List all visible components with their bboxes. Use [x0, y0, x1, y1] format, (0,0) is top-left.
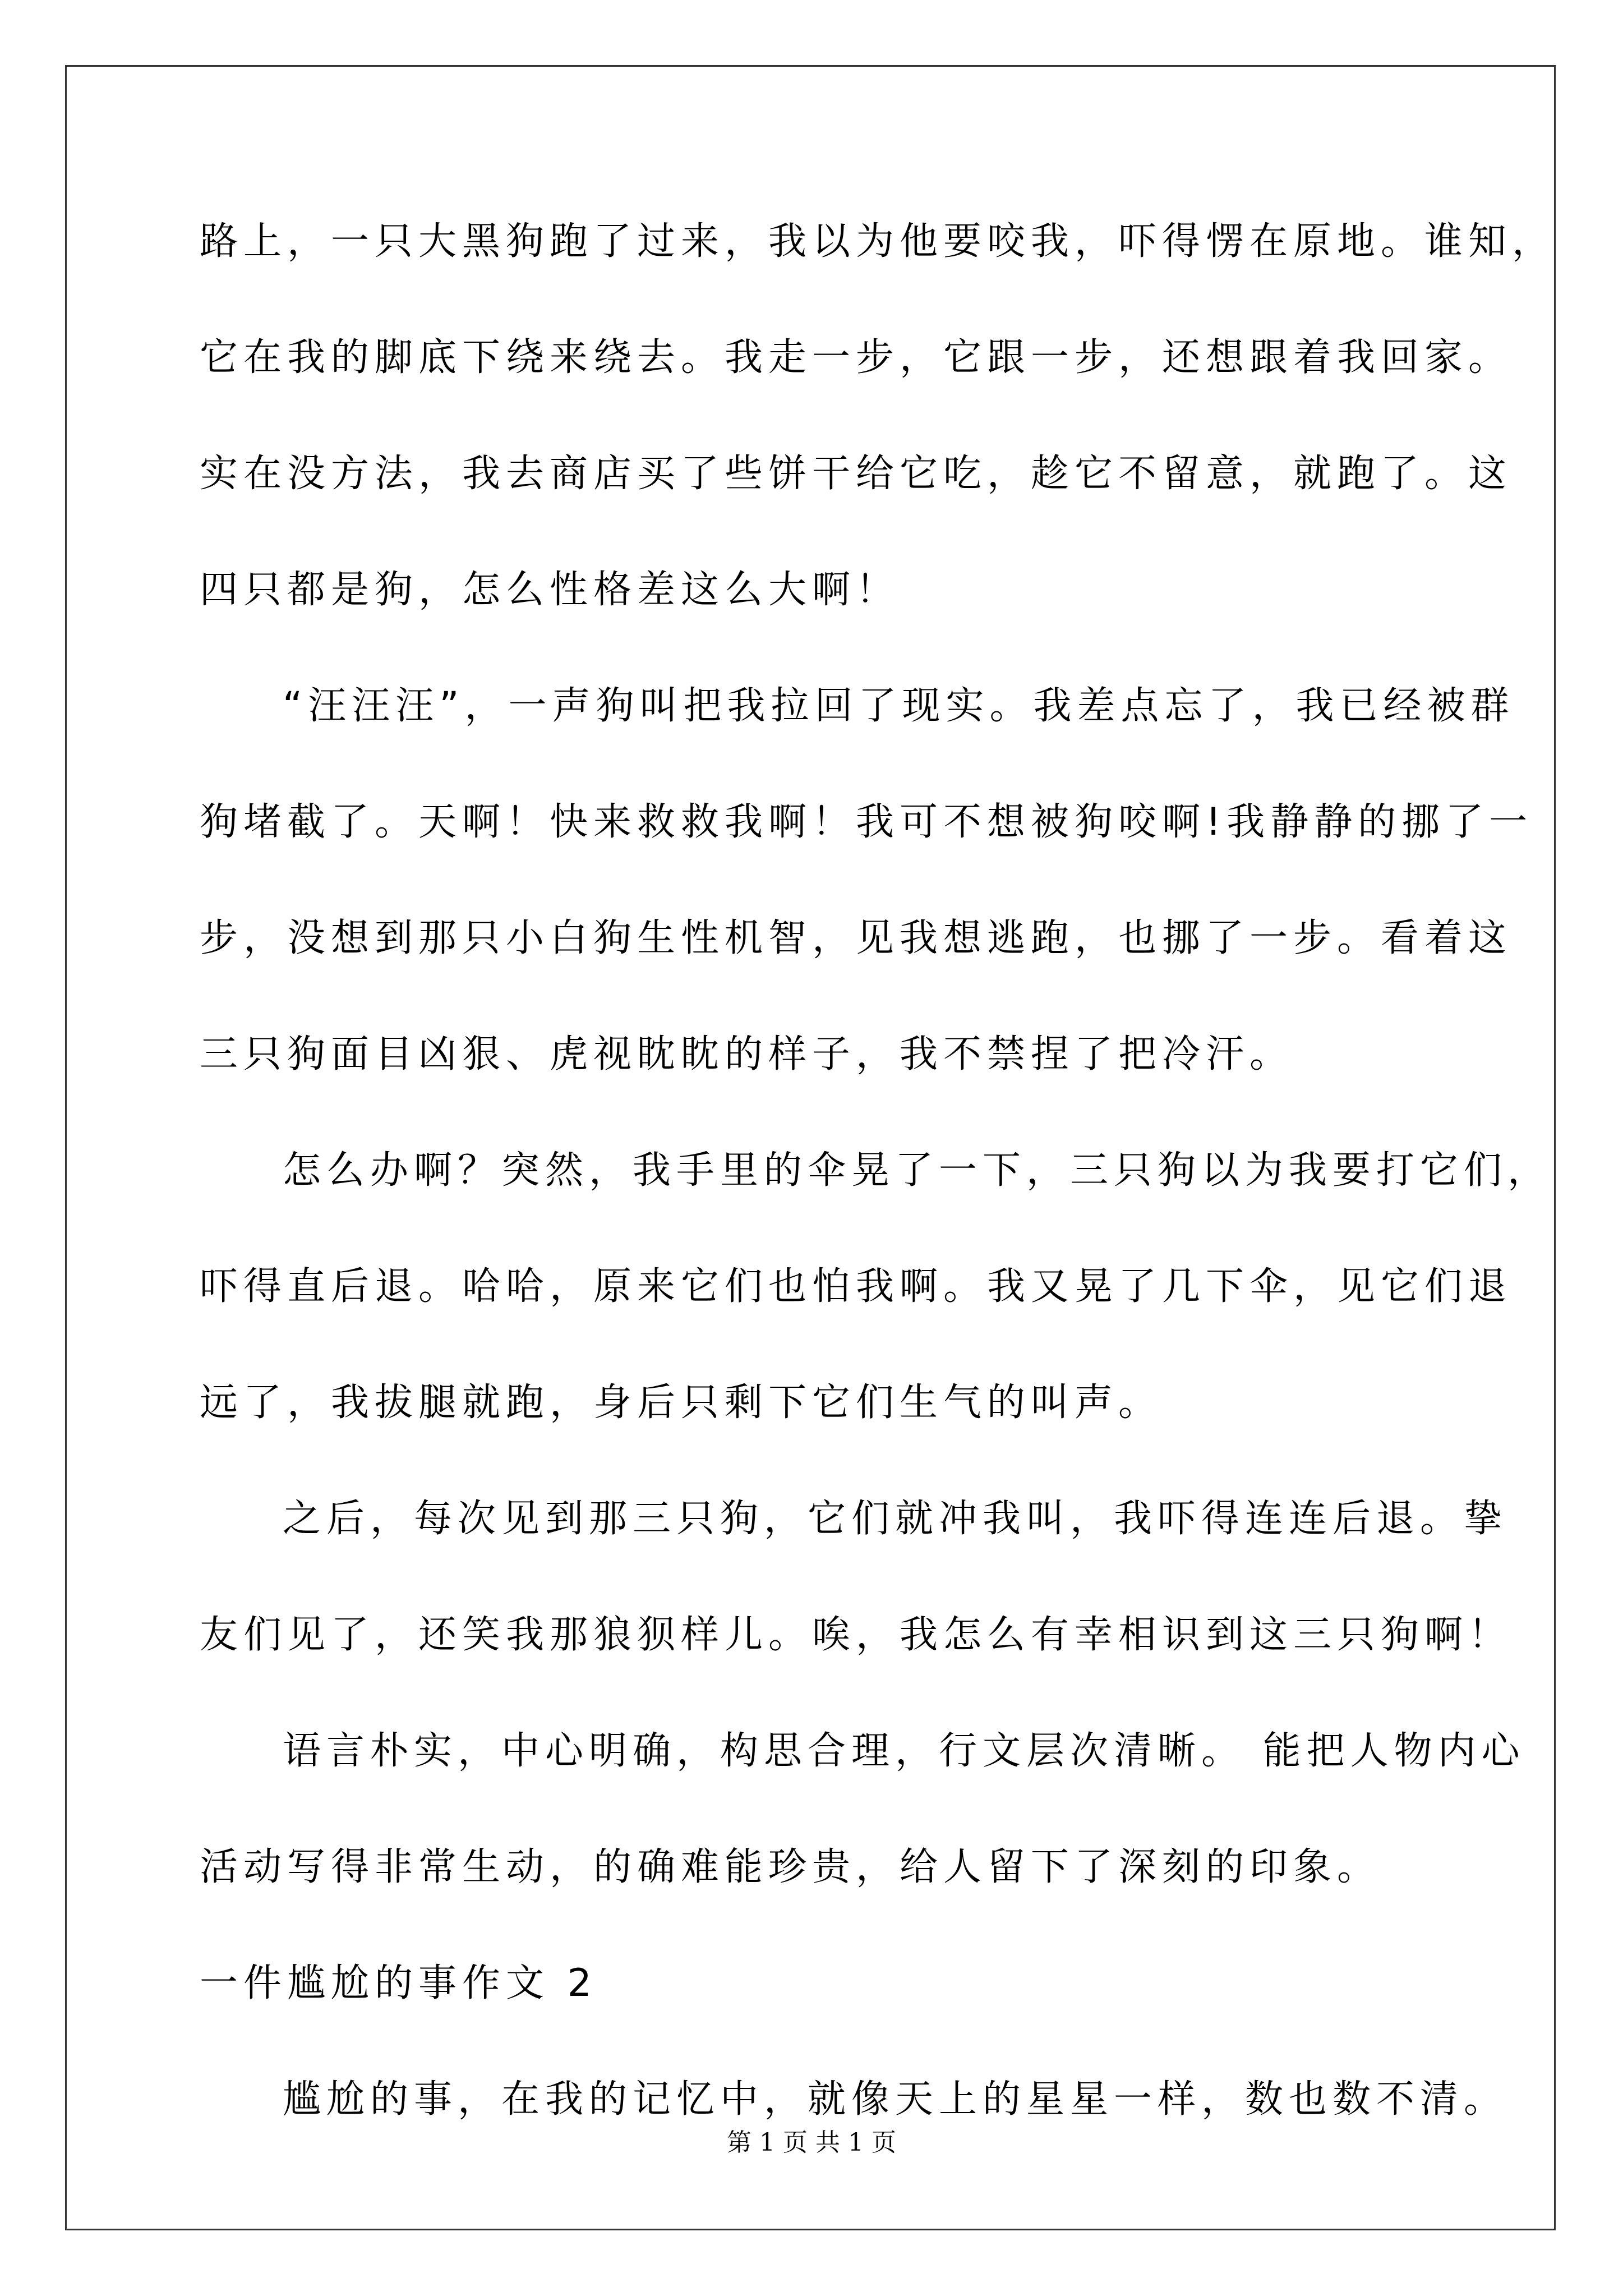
page-footer: 第 1 页 共 1 页 [727, 2128, 896, 2157]
text-line: 一件尴尬的事作文 2 [200, 1961, 597, 2005]
text-line: 它在我的脚底下绕来绕去。我走一步，它跟一步，还想跟着我回家。 [200, 335, 1513, 380]
paragraph [200, 1693, 1525, 1925]
paragraph [200, 1461, 1513, 1693]
text-line: 路上，一只大黑狗跑了过来，我以为他要咬我，吓得愣在原地。谁知， [200, 219, 1556, 264]
text-line: 语言朴实，中心明确，构思合理，行文层次清晰。 能把人物内心 [283, 1729, 1525, 1773]
text-line: 怎么办啊？突然，我手里的伞晃了一下，三只狗以为我要打它们， [283, 1148, 1552, 1193]
paragraph [200, 183, 1556, 648]
text-line: 远了，我拔腿就跑，身后只剩下它们生气的叫声。 [200, 1381, 1163, 1425]
document-body [200, 183, 1556, 2157]
text-line: 活动写得非常生动，的确难能珍贵，给人留下了深刻的印象。 [200, 1845, 1381, 1889]
text-line: 实在没方法，我去商店买了些饼干给它吃，趁它不留意，就跑了。这 [200, 452, 1513, 496]
text-line: 友们见了，还笑我那狼狈样儿。唉，我怎么有幸相识到这三只狗啊！ [200, 1613, 1513, 1657]
text-line: 四只都是狗，怎么性格差这么大啊！ [200, 568, 900, 612]
section-heading [200, 1925, 1433, 2041]
text-line: 尴尬的事，在我的记忆中，就像天上的星星一样，数也数不清。 [283, 2077, 1508, 2122]
text-line: 步，没想到那只小白狗生性机智，见我想逃跑，也挪了一步。看着这 [200, 916, 1513, 960]
text-line: 狗堵截了。天啊！快来救救我啊！我可不想被狗咬啊!我静静的挪了一 [200, 800, 1533, 844]
paragraph [200, 648, 1533, 1112]
text-line: 吓得直后退。哈哈，原来它们也怕我啊。我又晃了几下伞，见它们退 [200, 1264, 1513, 1309]
text-line: 之后，每次见到那三只狗，它们就冲我叫，我吓得连连后退。挚 [283, 1497, 1508, 1541]
text-line: 三只狗面目凶狠、虎视眈眈的样子，我不禁捏了把冷汗。 [200, 1032, 1294, 1076]
paragraph [200, 1112, 1552, 1461]
text-line: “汪汪汪”，一声狗叫把我拉回了现实。我差点忘了，我已经被群 [283, 684, 1515, 728]
